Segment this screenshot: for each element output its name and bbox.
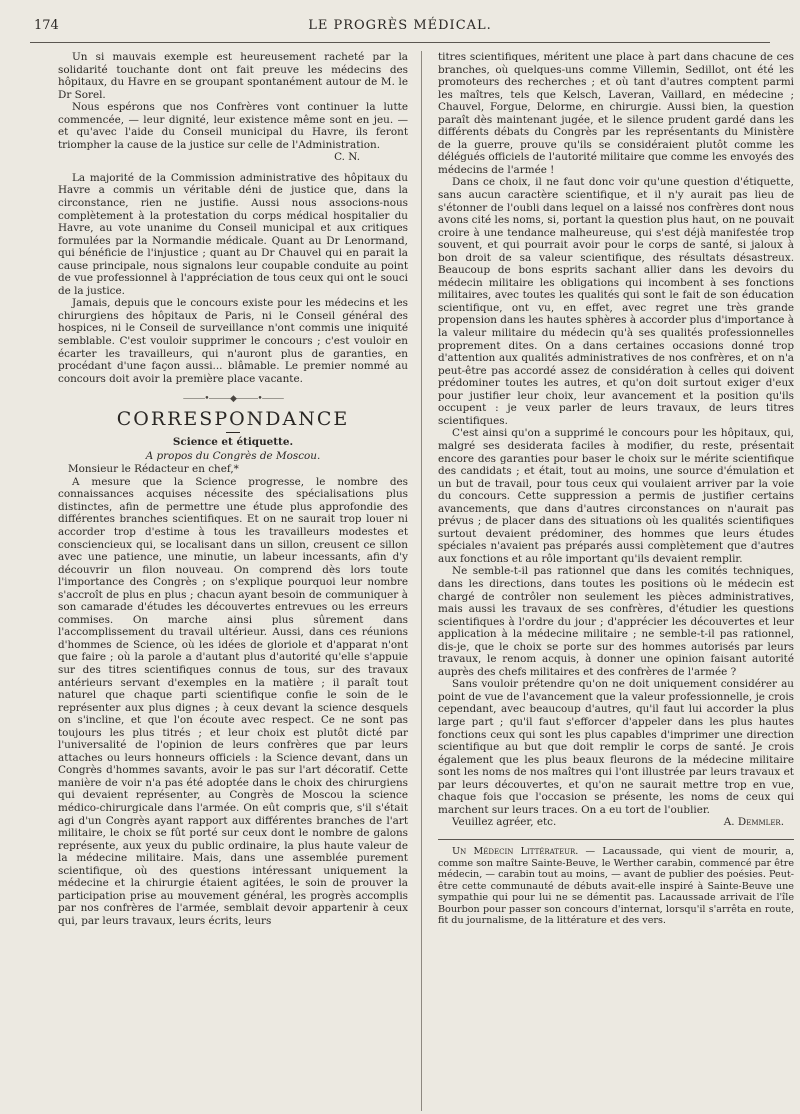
paragraph: La majorité de la Commission administrative des hôpitaux du Havre a commis un véritable déni de justice que, dans la circonstance, rien ne justifie. Aussi nous associons-nous complètement à la protestation du corps médical hospitalier du Havre, au vote unanime du Conseil municipal et aux critiques formulées par la Normandie médicale. Quant au Dr Lenormand, qui bénéficie de l'injustice ; quant au Dr Chauvel qui en parait la cause principale, nous signalons leur coupable conduite au point de vue professionnel à l'appréciation de tous ceux qui ont le souci de la justice.	[58, 171, 408, 297]
page-header	[30, 18, 770, 43]
left-column	[58, 51, 408, 927]
letter-closing	[438, 816, 794, 829]
paragraph: Un si mauvais exemple est heureusement racheté par la solidarité touchante dont ont fait preuve les médecins des hôpitaux, du Havre en se groupant spontanément autour de M. le Dr Sorel.	[58, 51, 408, 101]
paragraph: titres scientifiques, méritent une place à part dans chacune de ces branches, où quelques-uns comme Villemin, Sedillot, ont été les promoteurs des recherches ; et où tant d'autres comptent parmi les maîtres, tels que Kelsch, Laveran, Vaillard, en médecine ; Chauvel, Forgue, Delorme, en chirurgie. Aussi bien, la question paraît dès maintenant jugée, et le silence prudent gardé dans les différents débats du Congrès par les représentants du Ministère de la guerre, prouve qu'ils se considéraient plutôt comme les délégués officiels de l'autorité militaire que comme les envoyés des médecins de l'armée !	[438, 51, 794, 176]
page-number: 174	[34, 18, 59, 33]
paragraph: Nous espérons que nos Confrères vont continuer la lutte commencée, — leur dignité, leur existence même sont en jeu. — et qu'avec l'aide du Conseil municipal du Havre, ils feront triompher la cause de la justice sur celle de l'Administration.	[58, 101, 408, 151]
salutation: Monsieur le Rédacteur en chef,*	[68, 463, 239, 476]
paragraph: Dans ce choix, il ne faut donc voir qu'une question d'étiquette, sans aucun caractère scientifique, et il n'y aurait pas lieu de s'étonner de l'oubli dans lequel on a laissé nos confrères dont nous avons cité les noms, si, portant la question plus haut, on ne pouvait croire à une tendance malheureuse, qui s'est déjà manifestée trop souvent, et qui pourrait avoir pour le corps de santé, si jaloux à bon droit de sa valeur scientifique, des résultats désastreux. Beaucoup de bons esprits sachant allier dans les devoirs du médecin militaire les obligations qui incombent à ses fonctions militaires, avec toutes les qualités qui sont le fait de son éducation scientifique, ont vu, en effet, avec regret une très grande propension dans les hautes sphères à accorder plus d'importance à la valeur militaire du médecin qu'à ses qualités professionnelles proprement dites. On a dans certaines occasions donné trop d'attention aux qualités administratives de nos confrères, et on n'a peut-être pas accordé assez de considération à celles qui doivent prédominer toutes les autres, et qu'on doit surtout exiger d'eux pour justifier leur choix, leur avancement et la position qu'ils occupent : je veux parler de leurs travaux, de leurs titres scientifiques.	[438, 176, 794, 427]
news-notice	[438, 846, 794, 927]
running-title: LE PROGRÈS MÉDICAL.	[308, 18, 492, 33]
notice-heading: Un Médecin Littérateur.	[452, 845, 579, 857]
notice-text: — Lacaussade, qui vient de mourir, a, comme son maître Sainte-Beuve, le Werther carabin, commencé par être médecin, — carabin tout au moins, — avant de publier des poésies. Peut-être cette communauté de débuts avait-elle inspiré à Sainte-Beuve une sympathie qui pour lui ne se démentit pas. Lacaussade arrivait de l'île Bourbon pour passer son concours d'internat, lorsqu'il s'arrêta en route, fit du journalisme, de la littérature et des vers.	[438, 845, 794, 927]
author-signature: A. Demmler.	[723, 816, 784, 829]
notice-divider	[438, 839, 794, 840]
initials-signature: C. N.	[334, 151, 360, 164]
paragraph: Jamais, depuis que le concours existe pour les médecins et les chirurgiens des hôpitaux de Paris, ni le Conseil général des hospices, ni le Conseil de surveillance n'ont commis une iniquité semblable. C'est vouloir supprimer le concours ; c'est vouloir en écarter les travailleurs, qui n'auront plus de garanties, en procédant d'une façon aussi... blâmable. Le premier nommé au concours doit avoir la première place vacante.	[58, 297, 408, 385]
closing-formula: Veuillez agréer, etc.	[452, 816, 557, 829]
paragraph: A mesure que la Science progresse, le nombre des connaissances acquises nécessite des spécialisations plus distinctes, afin de permettre une étude plus approfondie des différentes branches scientifiques. Et on ne saurait trop louer ni accorder trop d'estime à tous les travailleurs modestes et consciencieux qui, se localisant dans un sillon, creusent ce sillon avec une patience, une minutie, un labeur incessants, afin d'y découvrir un filon nouveau. On comprend dès lors toute l'importance des Congrès ; on s'explique pourquoi leur nombre s'accroît de plus en plus ; chacun ayant besoin de communiquer à son camarade d'études les découvertes entrevues ou les erreurs commises. On marche ainsi plus sûrement dans l'accomplissement du travail ultérieur. Aussi, dans ces réunions d'hommes de Science, où les idées de gloriole et d'apparat n'ont que faire ; où la parole a d'autant plus d'autorité qu'elle s'appuie sur des titres scientifiques connus de tous, sur des travaux antérieurs servant d'exemples en la matière ; il paraît tout naturel que chaque parti scientifique confie le soin de le représenter aux plus dignes ; à ceux devant la science desquels on s'incline, et que l'on écoute avec respect. Ce ne sont pas toujours les plus titrés ; et leur choix est plutôt dicté par l'universalité de l'opinion de leurs confrères que par leurs attaches ou leurs honneurs officiels : la Science devant, dans un Congrès d'hommes savants, avoir le pas sur l'art décoratif. Cette manière de voir n'a pas été adoptée dans le choix des chirurgiens qui devaient représenter, au Congrès de Moscou la science médico-chirurgicale dans l'armée. On eût compris que, s'il s'était agi d'un Congrès ayant rapport aux différentes branches de l'art militaire, le choix se fût porté sur ceux dont le nombre de galons représente, aux yeux du public ordinaire, la plus haute valeur de la médecine militaire. Mais, dans une assemblée purement scientifique, où des questions intéressant uniquement la médecine et la chirurgie étaient agitées, le soin de prouver la participation prise au mouvement général, les progrès accomplis par nos confrères de l'armée, semblait devoir appartenir à ceux qui, par leurs travaux, leurs écrits, leurs	[58, 475, 408, 927]
title-divider	[226, 432, 240, 433]
column-divider	[421, 51, 422, 1111]
section-title: CORRESPONDANCE	[116, 408, 350, 431]
paragraph: Sans vouloir prétendre qu'on ne doit uniquement considérer au point de vue de l'avancement que la valeur professionnelle, je crois cependant, avec beaucoup d'autres, qu'il faut lui accorder la plus large part ; qu'il faut s'efforcer d'appeler dans les plus hautes fonctions ceux qui sont les plus capables d'imprimer une direction scientifique au but que doit remplir le corps de santé. Je crois également que les plus beaux fleurons de la médecine militaire sont les noms de nos maîtres qui l'ont illustrée par leurs travaux et par leurs découvertes, et qu'on ne saurait mettre trop en vue, chaque fois que l'occasion se présente, les noms de ceux qui marchent sur leurs traces. On a eu tort de l'oublier.	[438, 678, 794, 816]
paragraph: Ne semble-t-il pas rationnel que dans les comités techniques, dans les directions, dans toutes les positions où le médecin est chargé de contrôler non seulement les pièces administratives, mais aussi les travaux de ses confrères, d'étudier les questions scientifiques à l'ordre du jour ; d'apprécier les découvertes et leur application à la médecine militaire ; ne semble-t-il pas rationnel, dis-je, que le choix se porte sur des hommes autorisés par leurs travaux, le renom acquis, à donner une opinion faisant autorité auprès des chefs militaires et des confrères de l'armée ?	[438, 565, 794, 678]
right-column	[438, 51, 794, 927]
section-ornament: ⸻•⸻◆⸻•⸻	[182, 394, 284, 405]
article-subtitle: A propos du Congrès de Moscou.	[145, 450, 321, 463]
article-title: Science et étiquette.	[172, 436, 294, 449]
paragraph: C'est ainsi qu'on a supprimé le concours pour les hôpitaux, qui, malgré ses desiderata faciles à modifier, du reste, présentait encore des garanties pour baser le choix sur le mérite scientifique des candidats ; et était, tout au moins, une source d'émulation et un but de travail, pour tous ceux qui voulaient arriver par la voie du concours. Cette suppression a permis de justifier certains avancements, que dans d'autres circonstances on n'aurait pas prévus ; de placer dans des situations où les qualités scientifiques surtout devaient prédominer, des hommes que leurs études spéciales n'avaient pas préparés aussi complètement que d'autres aux fonctions et au rôle important qu'ils devaient remplir.	[438, 427, 794, 565]
two-column-body	[30, 51, 794, 1113]
